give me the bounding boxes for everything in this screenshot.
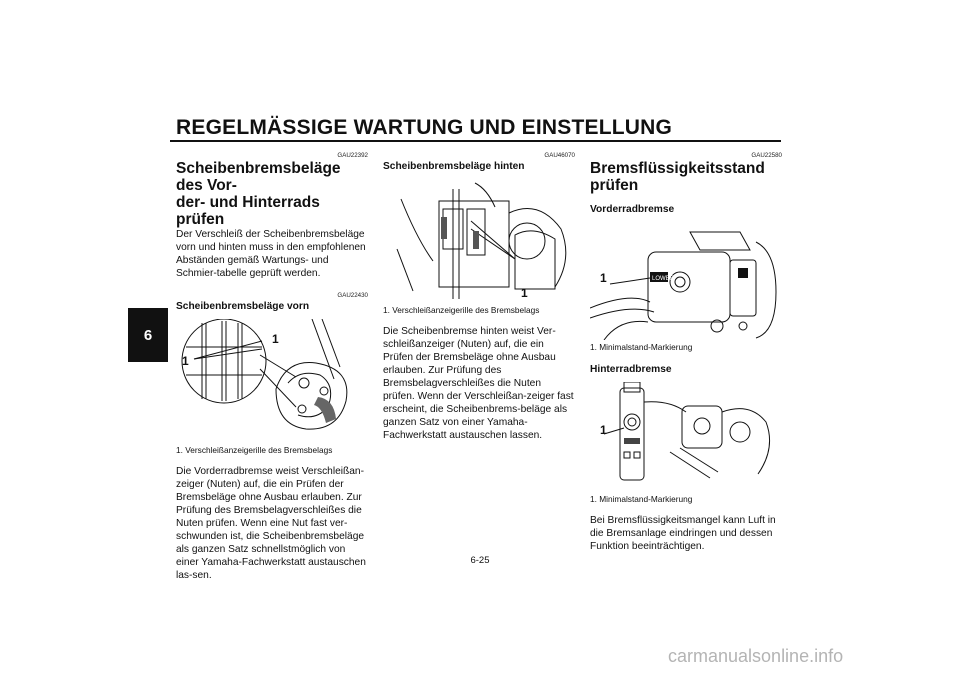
column-brake-fluid [590,152,782,553]
section-code: GAU22580 [751,152,782,159]
subsection-title-rear-pads: Scheibenbremsbeläge hinten [383,161,525,172]
section-code: GAU22430 [337,292,368,299]
subsection-title-front-brake: Vorderradbremse [590,204,675,215]
figure-caption: 1. Minimalstand-Markierung [590,494,693,504]
figure-callout-1: 1 [521,286,528,300]
front-reservoir-figure [590,222,782,340]
rear-pads-body-text: Die Scheibenbremse hinten weist Ver-schleißanzeiger (Nuten) auf, die ein Prüfen der Bremsbeläge ohne Ausbau erlauben. Zur Prüfung des Bremsbelagverschleißes die Nuten prüfen. Wenn der Verschleißan-zeiger fast erscheint, die Scheibenbrems-beläge als ganzen Satz von einer Yamaha-Fachwerkstatt austauschen lassen. [383,326,574,441]
figure-callout-1: 1 [182,354,189,368]
section-intro-text: Der Verschleiß der Scheibenbremsbeläge vorn und hinten muss in den empfohlenen Abständen gemäß Wartungs- und Schmier-tabelle geprüft werden. [176,229,366,279]
rear-brake-figure [383,179,575,303]
figure-caption: 1. Verschleißanzeigerille des Bremsbelags [176,445,333,455]
figure-callout-1: 1 [600,271,607,285]
front-pads-body-text: Die Vorderradbremse weist Verschleißan-zeiger (Nuten) auf, die ein Prüfen der Bremsbeläge ohne Ausbau erlauben. Zur Prüfung des Bremsbelagverschleißes die Nuten prüfen. Wenn eine Nut fast ver-schwunden ist, die Scheibenbremsbeläge als ganzen Satz schnellstmöglich von einer Yamaha-Fachwerkstatt austauschen las-sen. [176,466,366,581]
header-rule [170,140,781,142]
section-code: GAU46070 [544,152,575,159]
column-rear-pads [383,152,575,442]
section-title-brake-fluid: Bremsflüssigkeitsstand prüfen [590,160,765,194]
section-code: GAU22392 [337,152,368,159]
figure-caption: 1. Minimalstand-Markierung [590,342,693,352]
figure-callout-1: 1 [272,332,279,346]
subsection-title-front-pads: Scheibenbremsbeläge vorn [176,301,310,312]
rear-brake-illustration [383,179,575,303]
front-brake-figure [176,319,368,441]
lower-mark-text: LOWER [652,276,675,282]
subsection-title-rear-brake: Hinterradbremse [590,364,672,375]
page-number: 6-25 [470,555,490,566]
column-front-pads [176,152,368,582]
figure-callout-1: 1 [600,423,607,437]
front-reservoir-illustration [590,222,782,340]
section-title-brake-pads: Scheibenbremsbeläge des Vor- der- und Hinterrads prüfen [176,160,341,228]
rear-reservoir-illustration [590,382,782,492]
brake-fluid-body-text: Bei Bremsflüssigkeitsmangel kann Luft in die Bremsanlage eindringen und dessen Funktion beeinträchtigen. [590,515,776,552]
figure-caption: 1. Verschleißanzeigerille des Bremsbelags [383,305,540,315]
watermark: carmanualsonline.info [668,646,844,666]
rear-reservoir-figure [590,382,782,492]
page-title: REGELMÄSSIGE WARTUNG UND EINSTELLUNG [176,116,673,139]
chapter-tab: 6 [128,308,168,362]
